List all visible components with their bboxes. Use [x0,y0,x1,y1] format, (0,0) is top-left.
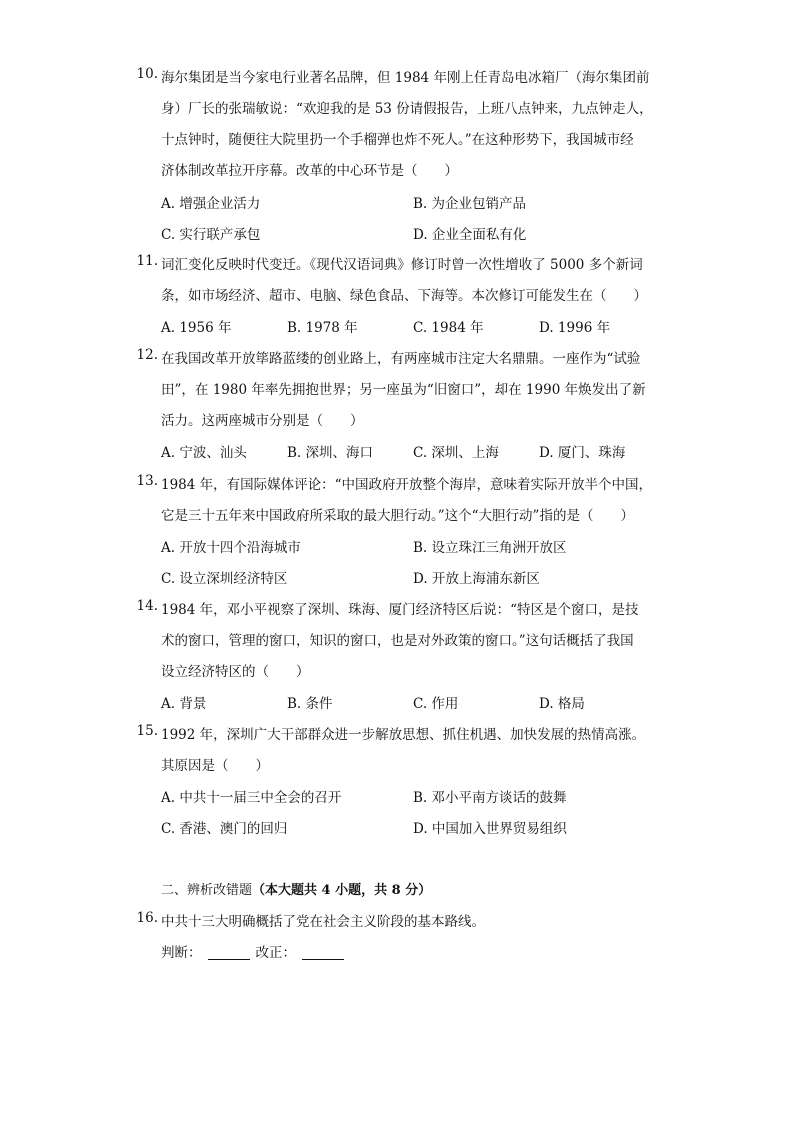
answer-line [161,941,350,961]
option-b[interactable]: B. 设立珠江三角洲开放区 [413,540,567,556]
question-text-line: 条，如市场经济、超市、电脑、绿色食品、下海等。本次修订可能发生在（ ） [161,288,647,304]
question-number: 12. [136,347,158,363]
question-text-line: 中共十三大明确概括了党在社会主义阶段的基本路线。 [161,914,485,930]
question-number: 11. [136,253,158,269]
option-d[interactable]: D. 企业全面私有化 [413,227,527,243]
option-d[interactable]: D. 格局 [539,696,585,712]
section-title: 二、辨析改错题 [161,883,253,898]
question-text-line: 十点钟时，随便往大院里扔一个手榴弹也炸不死人。”在这种形势下，我国城市经 [161,132,634,148]
question-text-line: 1992 年，深圳广大干部群众进一步解放思想、抓住机遇、加快发展的热情高涨。 [161,727,646,743]
question-text-line: 它是三十五年来中国政府所采取的最大胆行动。”这个“大胆行动”指的是（ ） [161,508,634,524]
option-c[interactable]: C. 1984 年 [413,320,484,336]
option-a[interactable]: A. 增强企业活力 [161,196,261,212]
option-b[interactable]: B. 为企业包销产品 [413,196,527,212]
option-b[interactable]: B. 条件 [287,696,333,712]
option-c[interactable]: C. 设立深圳经济特区 [161,571,288,587]
question-text-line: 济体制改革拉开序幕。改革的中心环节是（ ） [161,163,458,179]
option-c[interactable]: C. 香港、澳门的回归 [161,821,288,837]
option-c[interactable]: C. 实行联产承包 [161,227,261,243]
question-text-line: 身）厂长的张瑞敏说：“欢迎我的是 53 份请假报告，上班八点钟来，九点钟走人， [161,101,653,117]
option-c[interactable]: C. 作用 [413,696,459,712]
question-text-line: 活力。这两座城市分别是（ ） [161,413,364,429]
correct-label: 改正： [255,945,296,961]
option-c[interactable]: C. 深圳、上海 [413,445,499,461]
option-d[interactable]: D. 开放上海浦东新区 [413,571,540,587]
question-text-line: 1984 年，邓小平视察了深圳、珠海、厦门经济特区后说：“特区是个窗口，是技 [161,602,639,618]
question-text-line: 在我国改革开放筚路蓝缕的创业路上，有两座城市注定大名鼎鼎。一座作为“试验 [161,351,641,367]
question-text-line: 设立经济特区的（ ） [161,664,310,680]
question-text-line: 术的窗口，管理的窗口，知识的窗口，也是对外政策的窗口。”这句话概括了我国 [161,633,634,649]
question-number: 16. [136,910,158,926]
question-text-line: 田”，在 1980 年率先拥抱世界；另一座虽为“旧窗口”，却在 1990 年焕发出了新 [161,382,646,398]
judge-label: 判断： [161,945,202,961]
question-text-line: 其原因是（ ） [161,758,269,774]
question-number: 14. [136,598,158,614]
option-a[interactable]: A. 宁波、汕头 [161,445,247,461]
correct-blank[interactable] [302,945,344,960]
option-a[interactable]: A. 1956 年 [161,320,232,336]
option-a[interactable]: A. 背景 [161,696,207,712]
question-number: 10. [136,66,158,82]
section-heading [161,879,431,898]
question-number: 13. [136,473,158,489]
option-b[interactable]: B. 深圳、海口 [287,445,374,461]
question-number: 15. [136,723,158,739]
option-a[interactable]: A. 中共十一届三中全会的召开 [161,790,342,806]
question-text-line: 词汇变化反映时代变迁。《现代汉语词典》修订时曾一次性增收了 5000 多个新词 [161,257,643,273]
option-d[interactable]: D. 1996 年 [539,320,611,336]
option-d[interactable]: D. 中国加入世界贸易组织 [413,821,567,837]
option-b[interactable]: B. 1978 年 [287,320,358,336]
judge-blank[interactable] [208,945,250,960]
option-a[interactable]: A. 开放十四个沿海城市 [161,540,301,556]
option-d[interactable]: D. 厦门、珠海 [539,445,626,461]
section-detail: （本大题共 4 小题，共 8 分） [252,883,432,898]
question-text-line: 海尔集团是当今家电行业著名品牌，但 1984 年刚上任青岛电冰箱厂（海尔集团前 [161,70,650,86]
option-b[interactable]: B. 邓小平南方谈话的鼓舞 [413,790,567,806]
question-text-line: 1984 年，有国际媒体评论：“中国政府开放整个海岸，意味着实际开放半个中国， [161,477,653,493]
